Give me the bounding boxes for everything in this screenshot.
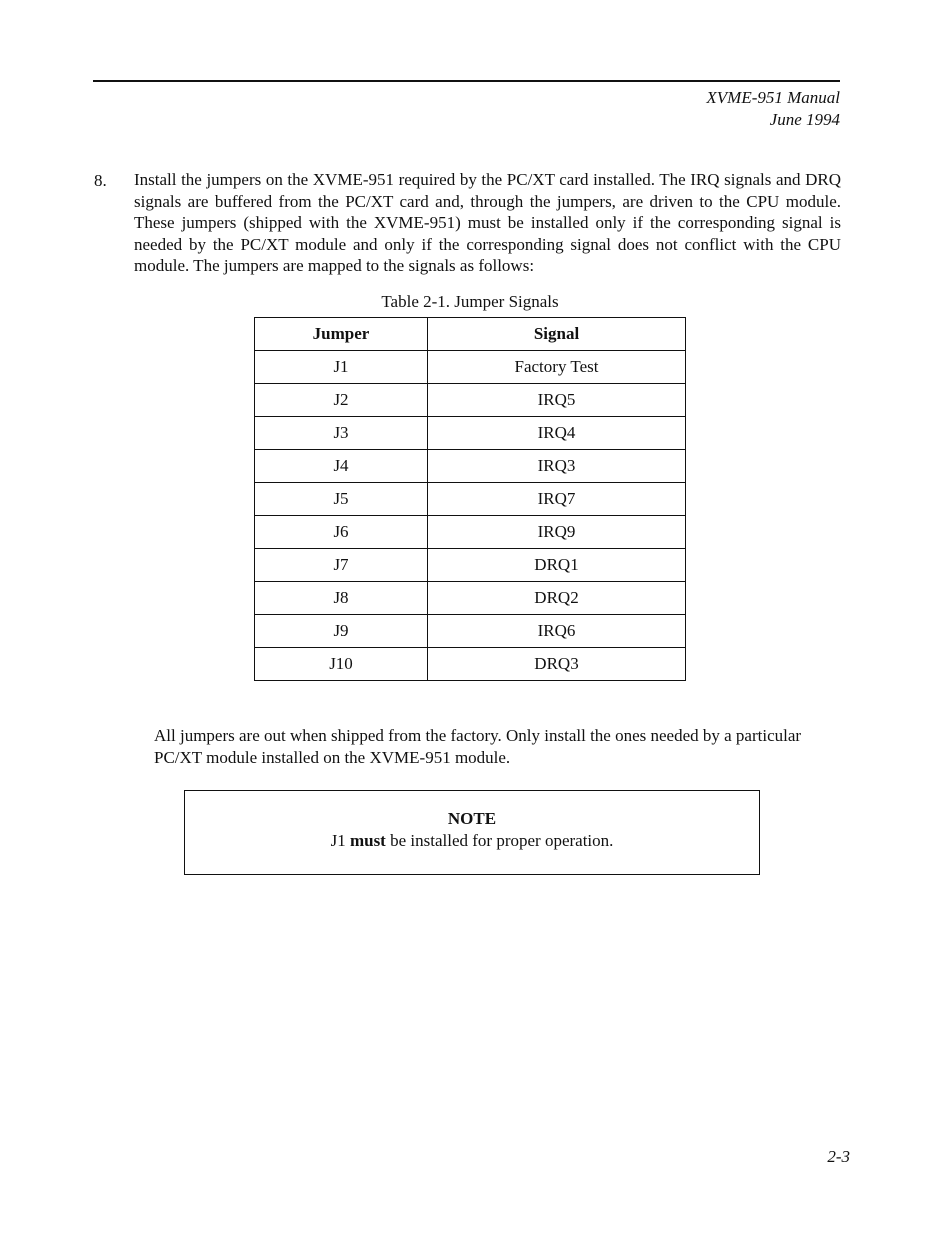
jumper-signals-table xyxy=(254,317,686,681)
table-row xyxy=(255,549,686,582)
signal-cell: IRQ9 xyxy=(428,516,686,549)
note-box xyxy=(184,790,760,875)
signal-cell: DRQ2 xyxy=(428,582,686,615)
signal-cell: IRQ4 xyxy=(428,417,686,450)
manual-title: XVME-951 Manual xyxy=(706,88,840,107)
page-number: 2-3 xyxy=(827,1147,850,1166)
jumper-cell: J4 xyxy=(255,450,428,483)
table-header-row xyxy=(255,318,686,351)
table-row xyxy=(255,615,686,648)
jumper-cell: J5 xyxy=(255,483,428,516)
table-row xyxy=(255,516,686,549)
table-caption: Table 2-1. Jumper Signals xyxy=(381,292,559,311)
signal-cell: IRQ5 xyxy=(428,384,686,417)
signal-cell: IRQ6 xyxy=(428,615,686,648)
page-header xyxy=(706,87,840,131)
jumper-cell: J10 xyxy=(255,648,428,681)
manual-date: June 1994 xyxy=(769,110,840,129)
signal-cell: DRQ3 xyxy=(428,648,686,681)
signal-cell: IRQ3 xyxy=(428,450,686,483)
table-row xyxy=(255,384,686,417)
header-rule xyxy=(93,80,840,82)
jumper-cell: J8 xyxy=(255,582,428,615)
note-title: NOTE xyxy=(447,809,497,828)
step-number: 8. xyxy=(94,171,107,190)
column-header-jumper: Jumper xyxy=(255,318,428,351)
note-body xyxy=(185,831,759,851)
jumper-cell: J9 xyxy=(255,615,428,648)
signal-cell: Factory Test xyxy=(428,351,686,384)
jumper-cell: J7 xyxy=(255,549,428,582)
table-row xyxy=(255,351,686,384)
note-emphasis: must xyxy=(349,831,386,850)
table-row xyxy=(255,483,686,516)
jumper-cell: J2 xyxy=(255,384,428,417)
column-header-signal: Signal xyxy=(428,318,686,351)
table-row xyxy=(255,582,686,615)
table-row xyxy=(255,648,686,681)
signal-cell: IRQ7 xyxy=(428,483,686,516)
step-paragraph: Install the jumpers on the XVME-951 required by the PC/XT card installed. The IRQ signals and DRQ signals are buffered from the PC/XT card and, through the jumpers, are driven to the CPU module. These jumpers (shipped with the XVME-951) must be installed only if the corresponding signal is needed by the PC/XT module and only if the corresponding signal does not conflict with the CPU module. The jumpers are mapped to the signals as follows: xyxy=(134,170,841,275)
note-text-suffix: be installed for proper operation. xyxy=(385,831,614,850)
table-row xyxy=(255,417,686,450)
table-row xyxy=(255,450,686,483)
signal-cell: DRQ1 xyxy=(428,549,686,582)
factory-shipping-paragraph: All jumpers are out when shipped from the factory. Only install the ones needed by a particular PC/XT module installed on the XVME-951 module. xyxy=(154,726,802,767)
jumper-cell: J1 xyxy=(255,351,428,384)
jumper-cell: J6 xyxy=(255,516,428,549)
note-text-prefix: J1 xyxy=(330,831,350,850)
jumper-cell: J3 xyxy=(255,417,428,450)
